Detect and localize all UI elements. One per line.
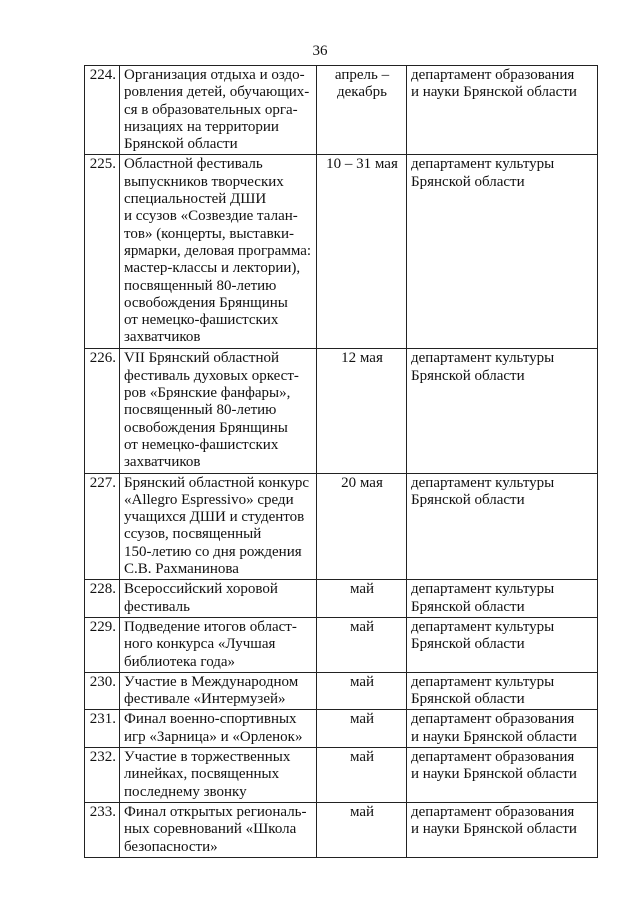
responsible-department: департамент образования и науки Брянской области [407, 710, 598, 748]
event-title: Брянский областной конкурс «Allegro Espressivo» среди учащихся ДШИ и студентов ссузов, посвященный 150-летию со дня рождения С.В. Рахманинова [120, 473, 317, 580]
responsible-department: департамент образования и науки Брянской области [407, 66, 598, 155]
event-date: май [317, 580, 407, 618]
event-date: 12 мая [317, 349, 407, 473]
responsible-department: департамент культуры Брянской области [407, 672, 598, 710]
row-number: 224. [85, 66, 120, 155]
table-row [85, 155, 598, 349]
table-row [85, 580, 598, 618]
table-row [85, 710, 598, 748]
row-number: 227. [85, 473, 120, 580]
row-number: 233. [85, 802, 120, 857]
event-date: май [317, 802, 407, 857]
event-date: май [317, 617, 407, 672]
responsible-department: департамент культуры Брянской области [407, 580, 598, 618]
table-row [85, 672, 598, 710]
responsible-department: департамент образования и науки Брянской области [407, 802, 598, 857]
event-date: 20 мая [317, 473, 407, 580]
event-date: 10 – 31 мая [317, 155, 407, 349]
event-title: Организация отдыха и оздо- ровления детей, обучающих- ся в образовательных орга- низациях на территории Брянской области [120, 66, 317, 155]
row-number: 225. [85, 155, 120, 349]
event-title: Всероссийский хоровой фестиваль [120, 580, 317, 618]
row-number: 229. [85, 617, 120, 672]
page-number: 36 [312, 43, 328, 59]
table-row [85, 617, 598, 672]
row-number: 226. [85, 349, 120, 473]
event-date: май [317, 672, 407, 710]
responsible-department: департамент культуры Брянской области [407, 617, 598, 672]
event-title: Областной фестиваль выпускников творческих специальностей ДШИ и ссузов «Созвездие талан- тов» (концерты, выставки- ярмарки, деловая программа: мастер-классы и лектории), посвященный 80-летию освобождения Брянщины от немецко-фашистских захватчиков [120, 155, 317, 349]
event-title: Участие в Международном фестивале «Интермузей» [120, 672, 317, 710]
responsible-department: департамент образования и науки Брянской области [407, 748, 598, 803]
row-number: 231. [85, 710, 120, 748]
table-row [85, 66, 598, 155]
row-number: 230. [85, 672, 120, 710]
table-row [85, 349, 598, 473]
table-row [85, 473, 598, 580]
responsible-department: департамент культуры Брянской области [407, 349, 598, 473]
table-row [85, 748, 598, 803]
event-title: VII Брянский областной фестиваль духовых оркест- ров «Брянские фанфары», посвященный 80-летию освобождения Брянщины от немецко-фашистских захватчиков [120, 349, 317, 473]
events-table [84, 65, 598, 858]
event-date: май [317, 748, 407, 803]
event-title: Подведение итогов област- ного конкурса «Лучшая библиотека года» [120, 617, 317, 672]
event-title: Финал военно-спортивных игр «Зарница» и «Орленок» [120, 710, 317, 748]
responsible-department: департамент культуры Брянской области [407, 473, 598, 580]
row-number: 228. [85, 580, 120, 618]
event-title: Финал открытых региональ- ных соревнований «Школа безопасности» [120, 802, 317, 857]
responsible-department: департамент культуры Брянской области [407, 155, 598, 349]
row-number: 232. [85, 748, 120, 803]
event-date: апрель – декабрь [317, 66, 407, 155]
event-date: май [317, 710, 407, 748]
event-title: Участие в торжественных линейках, посвященных последнему звонку [120, 748, 317, 803]
table-row [85, 802, 598, 857]
